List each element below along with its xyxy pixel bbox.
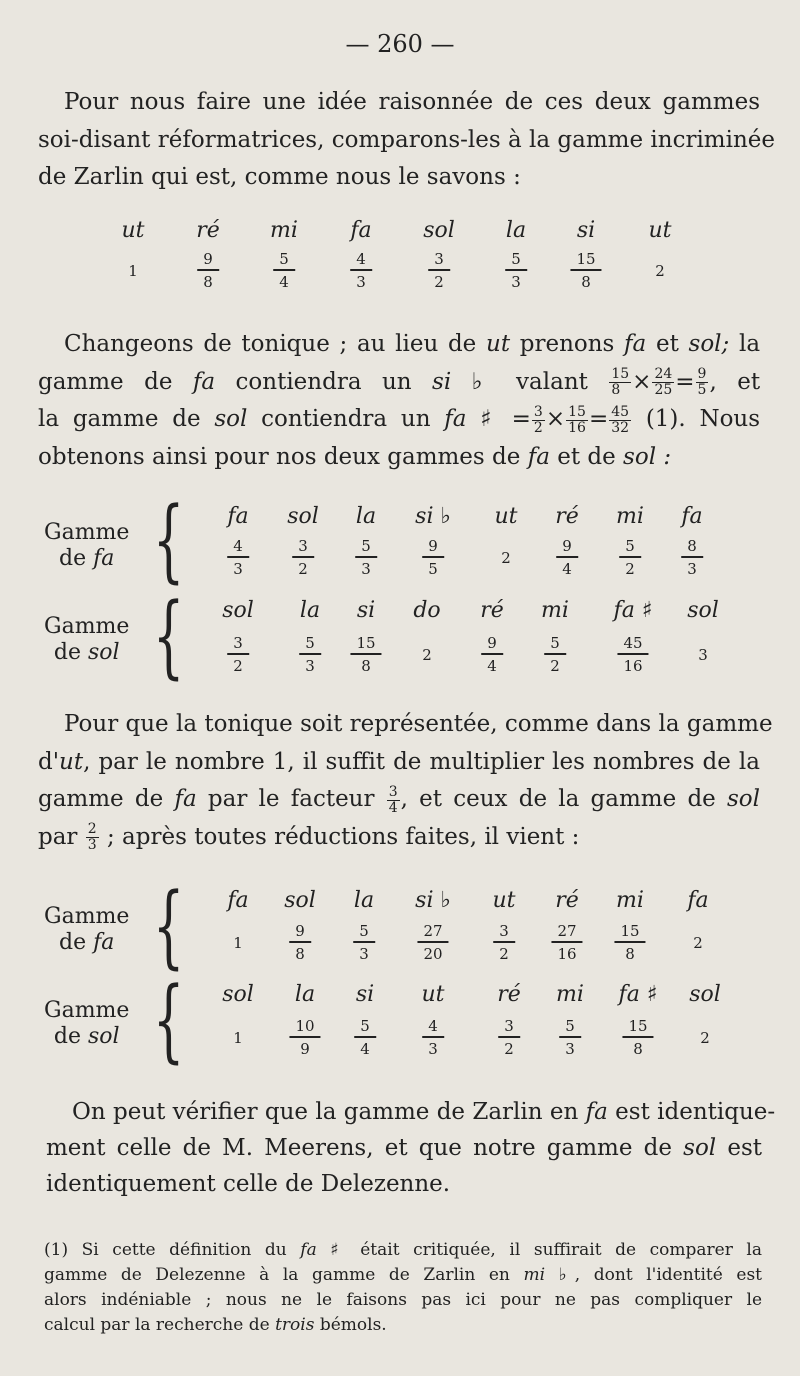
note-name: ut [492,888,516,913]
table1-fa-label: Gamme de fa [44,520,130,571]
ratio-fraction: 27 16 [551,922,582,963]
ratio-fraction: 4 3 [422,1017,444,1058]
note-name: sol [222,598,254,623]
ratio-fraction: 5 3 [505,250,527,291]
note-name: si [576,218,596,243]
ratio-whole: 2 [422,646,432,664]
note-name: fa [687,888,709,913]
conclusion-paragraph [46,1094,776,1202]
note-name: sol [687,598,719,623]
ratio-fraction: 3 2 [292,537,314,578]
ratio-fraction: 3 2 [227,634,249,675]
brace: { [152,874,185,979]
multiplier-paragraph [38,706,773,856]
fraction: $\frac{9}{5}$ [697,366,707,398]
ratio-whole: 2 [501,549,511,567]
note-name: ré [555,504,579,529]
ratio-fraction: 9 8 [289,922,311,963]
note-name: mi [270,218,298,243]
ratio-whole: 1 [128,262,138,280]
note-name: sol [284,888,316,913]
table2-fa-label: Gamme de fa [44,904,130,955]
ratio-whole: 2 [693,934,703,952]
table2-sol-label: Gamme de sol [44,998,130,1049]
ratio-fraction: 9 8 [197,250,219,291]
footnote-line-1: (1) Si cette définition du fa ♯ était critiquée, il suffirait de comparer la [44,1240,762,1260]
ratio-fraction: 3 2 [493,922,515,963]
note-name: fa ♯ [613,598,653,623]
ratio-fraction: 9 4 [556,537,578,578]
brace: { [152,488,185,593]
ratio-fraction: 15 8 [570,250,601,291]
para3-line-2: d'ut, par le nombre 1, il suffit de multiplier les nombres de la [38,748,760,775]
ratio-whole: 2 [655,262,665,280]
ratio-whole: 1 [233,1029,243,1047]
para2-line-3: la gamme de sol contiendra un fa ♯ = $\frac{3}{2}$ × $\frac{15}{16}$ = $\frac{45}{32}$ (1). Nous [38,403,761,436]
para3-line-3: gamme de fa par le facteur $\frac{3}{4}$ , et ceux de la gamme de sol [38,783,761,816]
note-name: la [505,218,527,243]
ratio-fraction: 5 3 [355,537,377,578]
note-name: ut [421,982,445,1007]
ratio-fraction: 5 3 [353,922,375,963]
fraction: $\frac{45}{32}$ [611,403,630,436]
ratio-fraction: 45 16 [617,634,648,675]
note-name: mi [616,504,644,529]
footnote [44,1238,762,1338]
intro-paragraph [38,84,775,197]
ratio-whole: 3 [698,646,708,664]
note-name: ré [555,888,579,913]
note-name: ré [196,218,220,243]
page-number: — 260 — [345,30,455,58]
ratio-fraction: 9 4 [481,634,503,675]
note-name: la [299,598,321,623]
ratio-fraction: 3 2 [428,250,450,291]
ratio-fraction: 3 2 [498,1017,520,1058]
ratio-fraction: 15 8 [622,1017,653,1058]
note-name: sol [222,982,254,1007]
table1-sol-label: Gamme de sol [44,614,130,665]
note-name: ut [121,218,145,243]
note-name: si [356,598,376,623]
ratio-whole: 2 [700,1029,710,1047]
note-name: fa ♯ [618,982,658,1007]
footnote-line-2: gamme de Delezenne à la gamme de Zarlin en mi ♭, dont l'identité est [44,1265,763,1285]
note-name: ut [494,504,518,529]
ratio-fraction: 15 8 [614,922,645,963]
ratio-fraction: 5 2 [544,634,566,675]
ratio-fraction: 5 3 [299,634,321,675]
note-name: ré [497,982,521,1007]
ratio-fraction: 9 5 [422,537,444,578]
note-name: si [355,982,375,1007]
ratio-fraction: 27 20 [417,922,448,963]
ratio-fraction: 8 3 [681,537,703,578]
ratio-whole: 1 [233,934,243,952]
intro-line-2: soi-disant réformatrices, comparons-les à la gamme incriminée [38,126,775,153]
note-name: ut [648,218,672,243]
note-name: si ♭ [415,504,451,529]
ratio-fraction: 4 3 [227,537,249,578]
para2-line-2: gamme de fa contiendra un si ♭ valant $\frac{15}{8}$ × $\frac{24}{25}$ = $\frac{9}{5}$ , et [38,366,761,398]
footnote-line-3: alors indéniable ; nous ne le faisons pas ici pour ne pas compliquer le [44,1290,762,1310]
para3-line-4: par $\frac{2}{3}$ ; après toutes réductions faites, il vient : [38,821,580,853]
fraction: $\frac{3}{4}$ [388,783,398,816]
note-name: fa [681,504,703,529]
note-name: mi [616,888,644,913]
para4-line-3: identiquement celle de Delezenne. [46,1171,451,1197]
intro-line-1: Pour nous faire une idée raisonnée de ces deux gammes [64,89,760,115]
note-name: sol [423,218,455,243]
para4-line-1: On peut vérifier que la gamme de Zarlin en fa est identique- [72,1099,776,1125]
para2-line-1: Changeons de tonique ; au lieu de ut prenons fa et sol; la [64,331,761,357]
para3-line-1: Pour que la tonique soit représentée, comme dans la gamme [64,711,773,737]
ratio-fraction: 15 8 [350,634,381,675]
note-name: do [413,598,441,623]
fraction: $\frac{15}{8}$ [611,366,630,398]
note-name: sol [287,504,319,529]
footnote-line-4: calcul par la recherche de trois bémols. [44,1315,387,1335]
note-name: si ♭ [415,888,451,913]
note-name: mi [556,982,584,1007]
note-name: sol [689,982,721,1007]
note-name: la [294,982,316,1007]
brace: { [152,584,185,689]
note-name: la [355,504,377,529]
ratio-fraction: 5 4 [354,1017,376,1058]
note-name: fa [350,218,372,243]
ratio-fraction: 4 3 [350,250,372,291]
note-name: fa [227,504,249,529]
tonic-change-paragraph [38,326,760,476]
note-name: mi [541,598,569,623]
fraction: $\frac{2}{3}$ [87,821,97,853]
para2-line-4: obtenons ainsi pour nos deux gammes de fa et de sol : [38,443,672,470]
note-name: fa [227,888,249,913]
brace: { [152,968,185,1073]
fraction: $\frac{3}{2}$ [533,403,543,436]
note-name: ré [480,598,504,623]
fraction: $\frac{24}{25}$ [654,366,673,398]
ratio-fraction: 5 3 [559,1017,581,1058]
fraction: $\frac{15}{16}$ [568,403,586,436]
ratio-fraction: 5 4 [273,250,295,291]
intro-line-3: de Zarlin qui est, comme nous le savons : [38,164,521,190]
para4-line-2: ment celle de M. Meerens, et que notre gamme de sol est [46,1135,763,1161]
ratio-fraction: 10 9 [289,1017,320,1058]
ratio-fraction: 5 2 [619,537,641,578]
note-name: la [353,888,375,913]
